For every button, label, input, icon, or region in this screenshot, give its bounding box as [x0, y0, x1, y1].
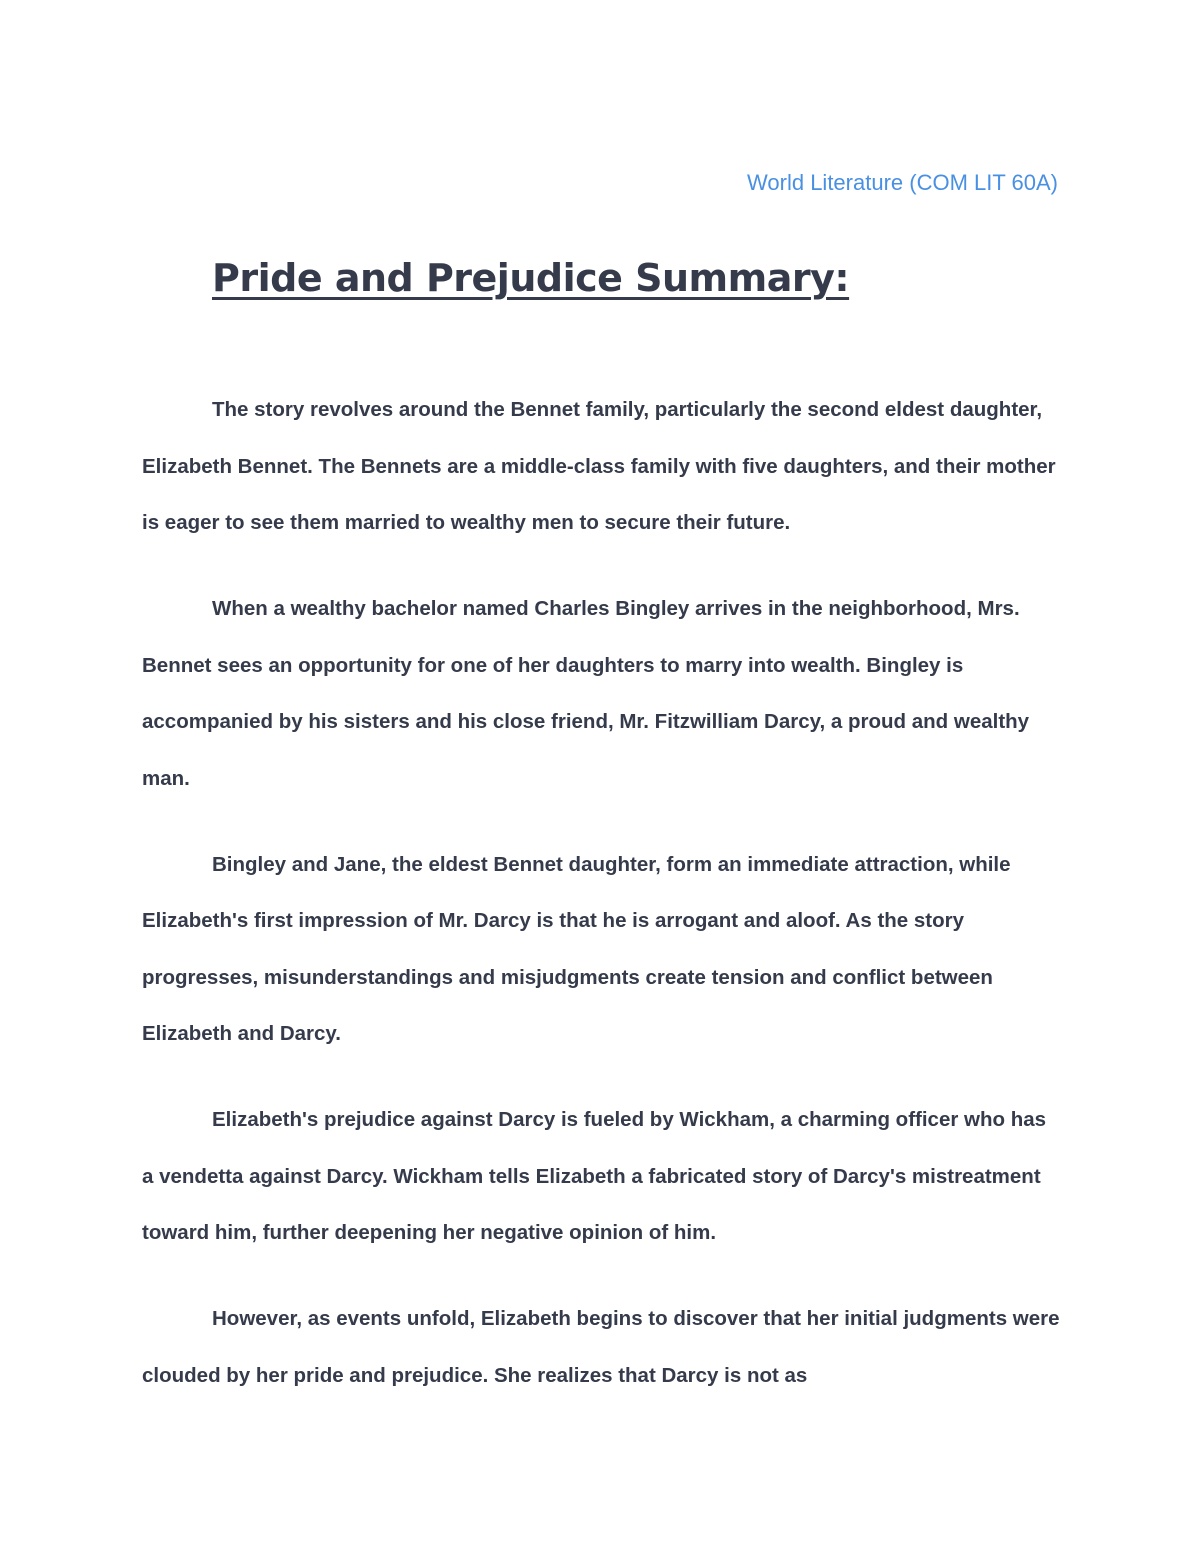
paragraph-5: However, as events unfold, Elizabeth begins to discover that her initial judgments were clouded by her pride and prejudice. She realizes that Darcy is not as [142, 1307, 1060, 1387]
document-body [142, 382, 1062, 1434]
paragraph-3: Bingley and Jane, the eldest Bennet daughter, form an immediate attraction, while Elizabeth's first impression of Mr. Darcy is that he is arrogant and aloof. As the story progresses, misunderstandings and misjudgments create tension and conflict between Elizabeth and Darcy. [142, 852, 1011, 1045]
course-label: World Literature (COM LIT 60A) [747, 170, 1058, 195]
paragraph-2: When a wealthy bachelor named Charles Bingley arrives in the neighborhood, Mrs. Bennet sees an opportunity for one of her daughters to marry into wealth. Bingley is accompanied by his sisters and his close friend, Mr. Fitzwilliam Darcy, a proud and wealthy man. [142, 597, 1030, 790]
document-title: Pride and Prejudice Summary: [212, 256, 850, 300]
paragraph-4: Elizabeth's prejudice against Darcy is fueled by Wickham, a charming officer who has a vendetta against Darcy. Wickham tells Elizabeth a fabricated story of Darcy's mistreatment toward him, further deepening her negative opinion of him. [142, 1108, 1047, 1244]
paragraph-1: The story revolves around the Bennet family, particularly the second eldest daughter, Elizabeth Bennet. The Bennets are a middle-class family with five daughters, and their mother is eager to see them married to wealthy men to secure their future. [142, 398, 1056, 534]
